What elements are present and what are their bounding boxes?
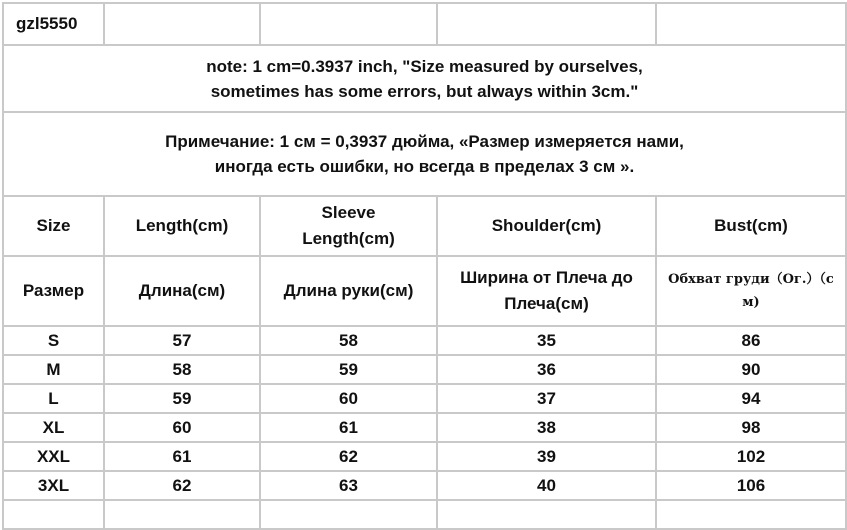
note-russian-line-1: Примечание: 1 см = 0,3937 дюйма, «Размер измеряется нами, [165, 132, 684, 151]
header-sleeve-length-ru: Длина руки(см) [260, 256, 437, 326]
size-cell [3, 500, 104, 529]
note-russian [3, 112, 846, 196]
length-cell: 58 [104, 355, 260, 384]
bust-cell [656, 500, 846, 529]
empty-cell [260, 3, 437, 45]
bust-cell: 90 [656, 355, 846, 384]
bust-cell: 94 [656, 384, 846, 413]
bust-cell: 106 [656, 471, 846, 500]
length-cell: 59 [104, 384, 260, 413]
bust-cell: 86 [656, 326, 846, 355]
header-bust-ru: Обхват груди（Ог.）（с м) [656, 256, 846, 326]
length-cell: 57 [104, 326, 260, 355]
empty-cell [656, 3, 846, 45]
length-cell: 61 [104, 442, 260, 471]
sleeve-cell: 61 [260, 413, 437, 442]
sleeve-cell: 62 [260, 442, 437, 471]
shoulder-cell [437, 500, 656, 529]
table-row [3, 500, 846, 529]
size-table [2, 2, 847, 530]
empty-cell [437, 3, 656, 45]
header-length-ru: Длина(см) [104, 256, 260, 326]
table-row [3, 326, 846, 355]
note-english-line-2: sometimes has some errors, but always within 3cm." [210, 81, 639, 101]
size-cell: S [3, 326, 104, 355]
header-size-ru: Размер [3, 256, 104, 326]
size-cell: M [3, 355, 104, 384]
header-size: Size [3, 196, 104, 256]
note-ru-row [3, 112, 846, 196]
note-english [3, 45, 846, 112]
length-cell [104, 500, 260, 529]
table-row [3, 384, 846, 413]
length-cell: 60 [104, 413, 260, 442]
bust-cell: 102 [656, 442, 846, 471]
header-code-row [3, 3, 846, 45]
table-row [3, 413, 846, 442]
table-row [3, 442, 846, 471]
size-cell: L [3, 384, 104, 413]
header-shoulder: Shoulder(cm) [437, 196, 656, 256]
product-code: gzl5550 [3, 3, 104, 45]
note-russian-line-2: иногда есть ошибки, но всегда в пределах 3 см ». [214, 157, 635, 176]
shoulder-cell: 39 [437, 442, 656, 471]
shoulder-cell: 38 [437, 413, 656, 442]
note-english-line-1: note: 1 cm=0.3937 inch, "Size measured by ourselves, [206, 56, 643, 76]
shoulder-cell: 35 [437, 326, 656, 355]
header-sleeve-length: Sleeve Length(cm) [260, 196, 437, 256]
sleeve-cell: 59 [260, 355, 437, 384]
column-header-ru-row [3, 256, 846, 326]
empty-cell [104, 3, 260, 45]
shoulder-cell: 40 [437, 471, 656, 500]
header-shoulder-ru: Ширина от Плеча до Плеча(см) [437, 256, 656, 326]
sleeve-cell [260, 500, 437, 529]
header-bust: Bust(cm) [656, 196, 846, 256]
sleeve-cell: 63 [260, 471, 437, 500]
column-header-en-row [3, 196, 846, 256]
size-cell: XXL [3, 442, 104, 471]
note-en-row [3, 45, 846, 112]
shoulder-cell: 36 [437, 355, 656, 384]
sleeve-cell: 58 [260, 326, 437, 355]
sleeve-cell: 60 [260, 384, 437, 413]
table-row [3, 355, 846, 384]
header-length: Length(cm) [104, 196, 260, 256]
bust-cell: 98 [656, 413, 846, 442]
length-cell: 62 [104, 471, 260, 500]
shoulder-cell: 37 [437, 384, 656, 413]
table-row [3, 471, 846, 500]
size-cell: XL [3, 413, 104, 442]
size-cell: 3XL [3, 471, 104, 500]
